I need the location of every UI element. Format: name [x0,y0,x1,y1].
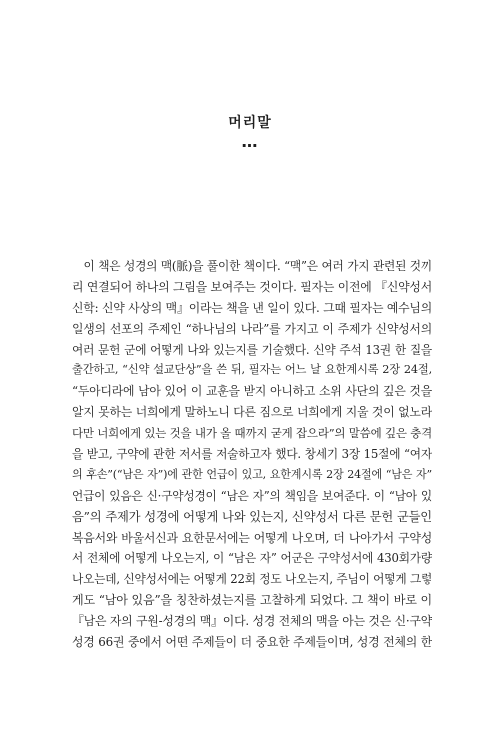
paragraph-line: 언급이 있음은 신·구약성경이 “남은 자”의 책임을 보여준다. 이 “남아 있 [72,488,432,503]
heading-ellipsis: … [241,132,259,151]
paragraph-line: 게도 “남아 있음”을 칭찬하셨는지를 고찰하게 되었다. 그 책이 바로 이 [72,593,432,608]
paragraph-line: 음”의 주제가 성경에 어떻게 나와 있는지, 신약성서 다른 문헌 군들인 [72,509,432,524]
paragraph-line: 다만 너희에게 있는 것을 내가 올 때까지 굳게 잡으라”의 말씀에 깊은 충격 [72,426,432,441]
paragraph-line: 나오는데, 신약성서에는 어떻게 22회 정도 나오는지, 주님이 어떻게 그렇 [72,572,432,587]
paragraph-line: 의 후손”(“남은 자”)에 관한 언급이 있고, 요한계시록 2장 24절에 “남은 자” [72,467,432,481]
chapter-heading: 머리말 [228,115,272,131]
paragraph-line: 리 연결되어 하나의 그림을 보여주는 것이다. 필자는 이전에 『신약성서 [72,279,432,294]
paragraph-line: 알지 못하는 너희에게 말하노니 다른 짐으로 너희에게 지울 것이 없노라 [72,405,432,420]
paragraph-line: 복음서와 바울서신과 요한문서에는 어떻게 나오며, 더 나아가서 구약성 [72,530,432,545]
paragraph-line: 신학: 신약 사상의 맥』이라는 책을 낸 일이 있다. 그때 필자는 예수님의 [72,300,432,315]
paragraph-line: 이 책은 성경의 맥(脈)을 풀이한 책이다. “맥”은 여러 가지 관련된 것끼 [72,259,432,273]
preface-paragraph [72,256,432,653]
paragraph-line: 을 받고, 구약에 관한 저서를 저술하고자 했다. 창세기 3장 15절에 “여자 [72,447,432,462]
paragraph-line: 『남은 자의 구원-성경의 맥』이다. 성경 전체의 맥을 아는 것은 신·구약 [72,614,432,629]
paragraph-line: 일생의 선포의 주제인 “하나님의 나라”를 가지고 이 주제가 신약성서의 [72,321,432,336]
paragraph-line: “두아디라에 남아 있어 이 교훈을 받지 아니하고 소위 사단의 깊은 것을 [72,384,432,399]
paragraph-line: 서 전체에 어떻게 나오는지, 이 “남은 자” 어군은 구약성서에 430회가량 [72,551,432,566]
paragraph-line: 출간하고, “신약 설교단상”을 쓴 뒤, 필자는 어느 날 요한계시록 2장 24절, [72,363,432,377]
paragraph-line: 여러 문헌 군에 어떻게 나와 있는지를 기술했다. 신약 주석 13권 한 질을 [72,342,432,357]
paragraph-line: 성경 66권 중에서 어떤 주제들이 더 중요한 주제들이며, 성경 전체의 한 [72,635,432,650]
